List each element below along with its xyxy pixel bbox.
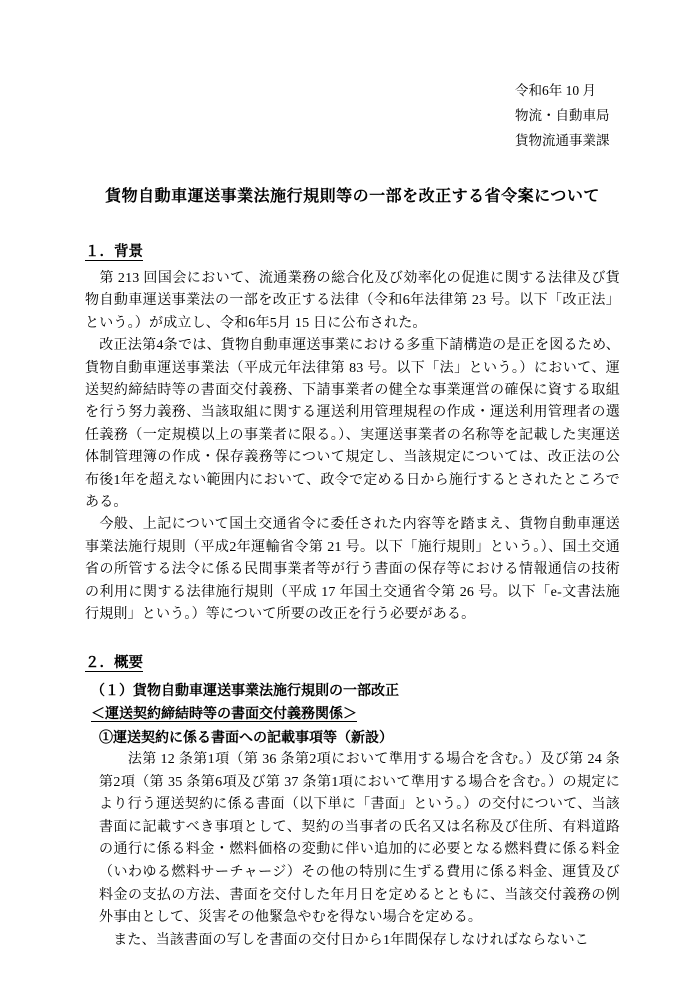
item-paragraph-1: 法第 12 条第1項（第 36 条第2項において準用する場合を含む。）及び第 24 条第2項（第 35 条第6項及び第 37 条第1項において準用する場合を含む。）の規定により行う運送契約に係る書面（以下単に「書面」という。）の交付について、当該書面に記載すべき事項として、契約の当事者の氏名又は名称及び住所、有料道路の通行に係る料金・燃料価格の変動に伴い追加的に必要となる燃料費に係る料金（いわゆる燃料サーチャージ）その他の特別に生ずる費用に係る料金、運賃及び料金の支払の方法、書面を交付した年月日を定めるとともに、当該交付義務の例外事由として、災害その他緊急やむを得ない場合を定める。 bbox=[99, 752, 620, 926]
background-paragraph-1: 第 213 回国会において、流通業務の総合化及び効率化の促進に関する法律及び貨物自動車運送事業法の一部を改正する法律（令和6年法律第 23 号。以下「改正法」という。）が成立し、令和6年5月 15 日に公布された。 bbox=[85, 271, 620, 331]
header-bureau-line: 物流・自動車局 bbox=[515, 108, 610, 123]
section-overview bbox=[85, 651, 620, 953]
background-paragraph-2: 改正法第4条では、貨物自動車運送事業における多重下請構造の是正を図るため、貨物自動車運送事業法（平成元年法律第 83 号。以下「法」という。）において、運送契約締結時等の書面交付義務、下請事業者の健全な事業運営の確保に資する取組を行う努力義務、当該取組に関する運送利用管理規程の作成・運送利用管理者の選任義務（一定規模以上の事業者に限る。）、実運送事業者の名称等を記載した実運送体制管理簿の作成・保存義務等について規定し、当該規定については、改正法の公布後1年を超えない範囲内において、政令で定める日から施行するとされたところである。 bbox=[85, 338, 620, 511]
document-header bbox=[515, 78, 620, 153]
background-paragraph-3: 今般、上記について国土交通省令に委任された内容等を踏まえ、貨物自動車運送事業法施行規則（平成2年運輸省令第 21 号。以下「施行規則」という。）、国土交通省の所管する法令に係る民間事業者等が行う書面の保存等における情報通信の技術の利用に関する法律施行規則（平成 17 年国土交通省令第 26 号。以下「e-文書法施行規則」という。）等について所要の改正を行う必要がある。 bbox=[85, 517, 620, 623]
background-heading: １．背景 bbox=[85, 244, 143, 260]
overview-item-body bbox=[99, 749, 620, 952]
overview-item-heading: ①運送契約に係る書面への記載事項等（新設） bbox=[99, 728, 393, 745]
document-title: 貨物自動車運送事業法施行規則等の一部を改正する省令案について bbox=[105, 188, 600, 205]
header-division-line: 貨物流通事業課 bbox=[515, 133, 610, 148]
overview-heading: ２．概要 bbox=[85, 654, 143, 671]
overview-category-heading: ＜運送契約締結時等の書面交付義務関係＞ bbox=[91, 705, 357, 721]
item-paragraph-2: また、当該書面の写しを書面の交付日から1年間保存しなければならないこ bbox=[99, 932, 589, 948]
header-date-line: 令和6年 10 月 bbox=[515, 83, 596, 98]
section-background bbox=[85, 240, 620, 627]
overview-subsection-heading: （１）貨物自動車運送事業法施行規則の一部改正 bbox=[91, 681, 399, 698]
